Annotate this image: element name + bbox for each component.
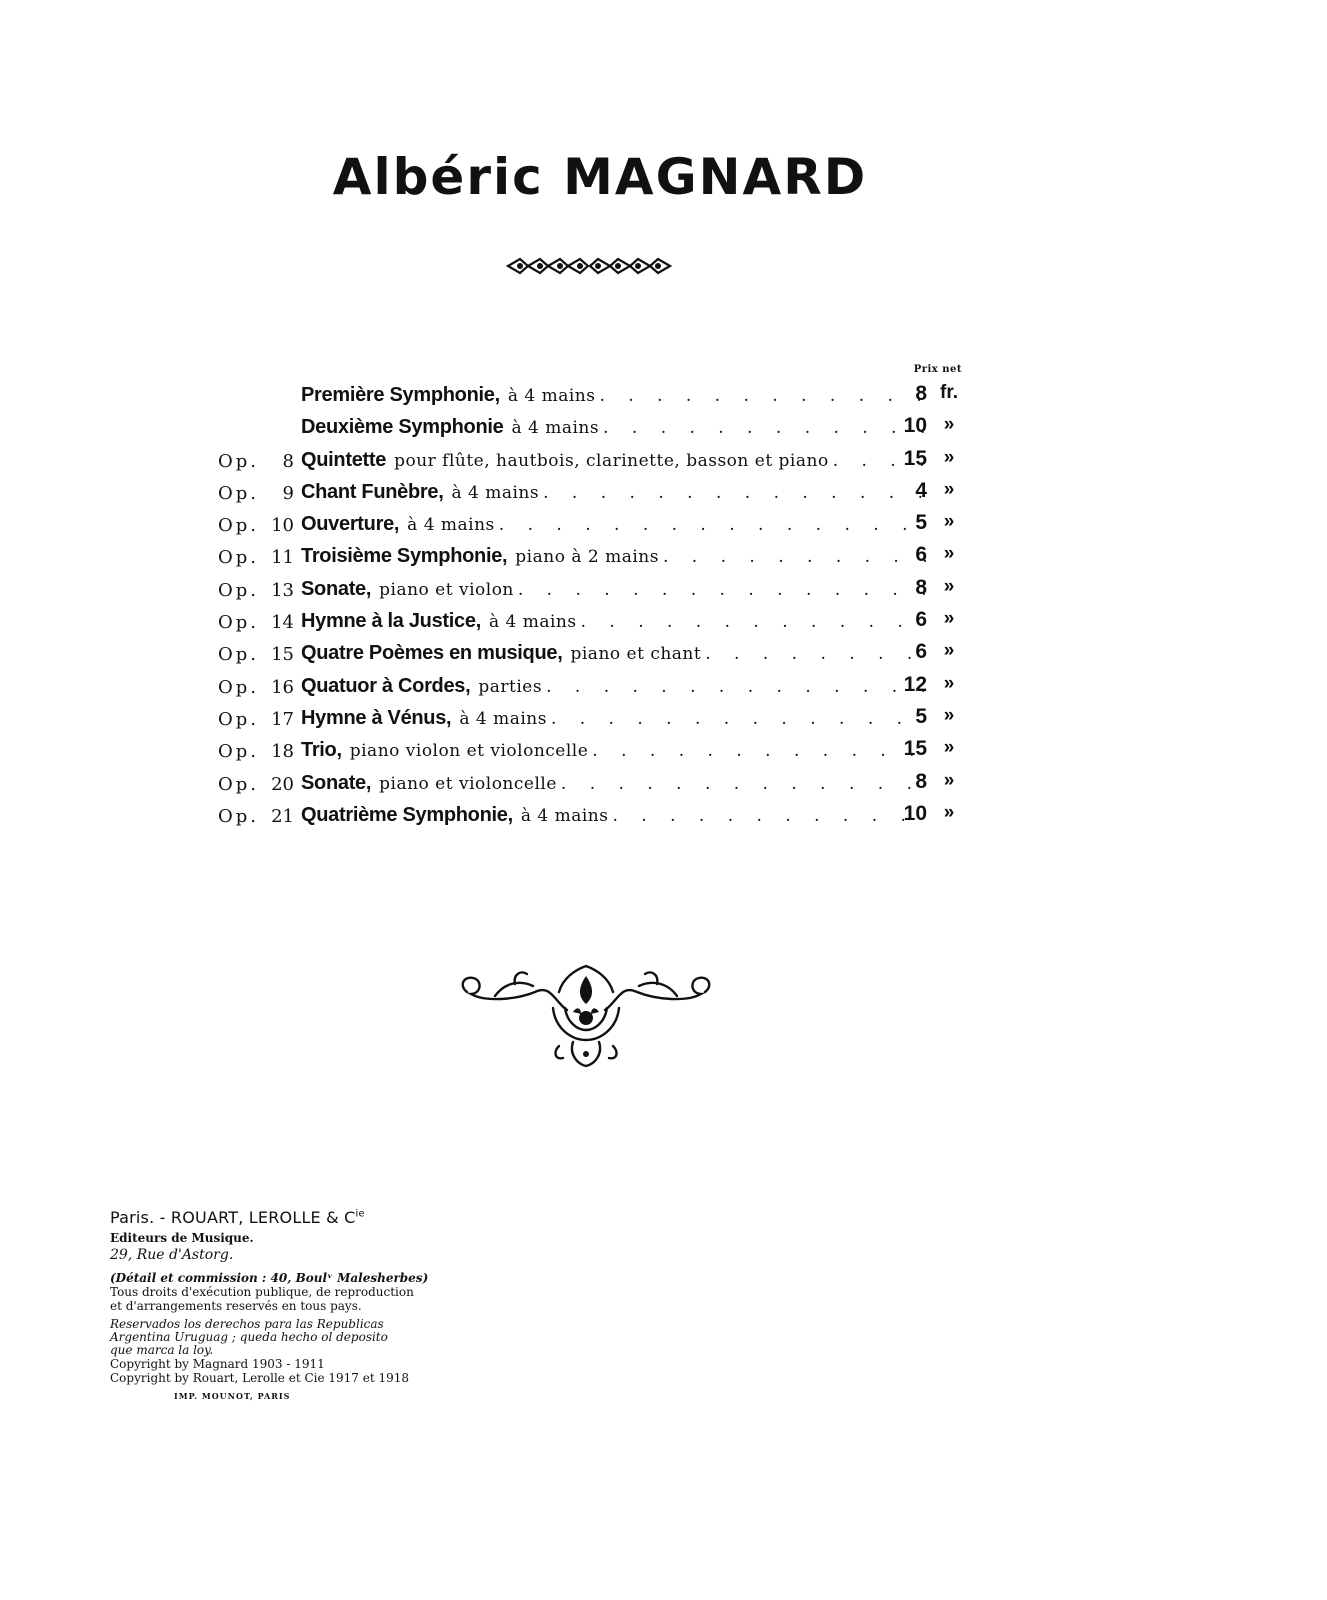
work-title: Deuxième Symphonie <box>301 416 504 439</box>
price-unit: » <box>943 478 955 500</box>
work-instrumentation: pour flûte, hautbois, clarinette, basson et piano <box>394 450 829 471</box>
opus-number <box>218 709 294 730</box>
dot-leader <box>599 418 926 438</box>
work-instrumentation: à 4 mains <box>520 805 609 826</box>
work-title: Ouverture, <box>301 513 400 536</box>
work-entry <box>301 575 927 601</box>
work-entry <box>301 769 927 795</box>
work-price: 5 <box>915 704 927 728</box>
price-unit: » <box>943 737 955 759</box>
price-unit: » <box>943 575 955 597</box>
work-title: Quatuor à Cordes, <box>301 674 471 697</box>
work-price: 10 <box>903 414 927 438</box>
work-price: 12 <box>903 672 927 696</box>
work-price: 4 <box>915 478 927 502</box>
dot-leader <box>495 515 926 535</box>
printer-credit: IMP. MOUNOT, PARIS <box>174 1391 291 1401</box>
dot-leader <box>557 774 926 794</box>
work-entry <box>301 545 926 568</box>
dot-leader <box>595 386 926 406</box>
work-instrumentation: à 4 mains <box>459 708 547 729</box>
price-unit: » <box>943 511 955 533</box>
work-entry <box>301 739 926 762</box>
opus-label: Op. <box>218 450 260 472</box>
work-price: 8 <box>915 575 927 599</box>
opus-number <box>218 644 294 665</box>
catalog-row <box>218 445 978 477</box>
opus-number <box>218 612 294 633</box>
reservados-line-3: que marca la loy. <box>110 1343 214 1357</box>
catalog-row <box>218 671 978 703</box>
catalog-row <box>218 735 978 767</box>
opus-value: 17 <box>271 708 294 730</box>
dot-leader <box>542 677 926 697</box>
opus-number <box>218 806 294 827</box>
opus-value: 18 <box>271 741 294 763</box>
work-title: Première Symphonie, <box>301 384 500 406</box>
opus-value: 14 <box>271 612 294 634</box>
catalog-row <box>218 768 978 800</box>
work-instrumentation: à 4 mains <box>511 418 600 439</box>
opus-number <box>218 774 294 795</box>
opus-number <box>218 547 294 568</box>
work-price: 6 <box>915 640 927 664</box>
work-price: 10 <box>903 801 927 825</box>
work-instrumentation: piano à 2 mains <box>515 547 659 568</box>
work-price: 8 <box>915 382 927 405</box>
opus-number <box>218 451 294 472</box>
opus-value: 9 <box>282 482 294 504</box>
opus-label: Op. <box>218 515 260 537</box>
work-entry <box>301 478 927 504</box>
work-price: 5 <box>915 511 927 535</box>
price-unit: » <box>943 543 955 565</box>
opus-value: 21 <box>271 805 294 827</box>
catalog-row <box>218 606 978 638</box>
dot-leader <box>577 612 926 632</box>
composer-title: Albéric MAGNARD <box>332 148 868 206</box>
work-price: 8 <box>915 769 927 793</box>
publisher-suffix: ie <box>355 1208 365 1220</box>
reservados-line-2: Argentina Uruguag ; queda hecho ol deposito <box>110 1330 388 1344</box>
opus-label: Op. <box>218 773 260 795</box>
opus-value: 20 <box>271 773 294 795</box>
work-title: Quatre Poèmes en musique, <box>301 642 563 665</box>
work-entry <box>301 513 926 536</box>
price-unit: » <box>943 608 955 630</box>
price-unit: fr. <box>940 382 958 403</box>
work-instrumentation: à 4 mains <box>488 612 577 633</box>
work-instrumentation: parties <box>478 676 543 697</box>
opus-value: 11 <box>271 547 294 569</box>
work-title: Quatrième Symphonie, <box>301 803 513 826</box>
opus-label: Op. <box>218 676 260 698</box>
catalog-row <box>218 541 978 573</box>
catalog-row <box>218 574 978 606</box>
publisher-imprint <box>110 1208 440 1404</box>
retail-address: (Détail et commission : 40, Boulᵛ Malesherbes) <box>110 1271 429 1285</box>
work-entry <box>301 384 926 407</box>
work-price: 15 <box>903 737 927 761</box>
opus-number <box>218 741 294 762</box>
rights-line-1: Tous droits d'exécution publique, de reproduction <box>110 1285 414 1299</box>
price-unit: » <box>943 414 955 436</box>
dot-leader <box>659 547 926 567</box>
opus-number <box>218 580 294 601</box>
catalog-row <box>218 412 978 444</box>
work-title: Hymne à Vénus, <box>301 706 452 729</box>
opus-label: Op. <box>218 708 260 730</box>
work-entry <box>301 642 926 665</box>
works-catalog <box>218 380 978 832</box>
dot-leader <box>539 483 926 503</box>
dot-leader <box>588 741 926 761</box>
opus-label: Op. <box>218 644 260 666</box>
work-title: Troisième Symphonie, <box>301 545 508 568</box>
opus-value: 16 <box>271 676 294 698</box>
opus-number <box>218 483 294 504</box>
opus-label: Op. <box>218 805 260 827</box>
rights-line-2: et d'arrangements reservés en tous pays. <box>110 1299 362 1313</box>
work-entry <box>301 610 926 633</box>
price-unit: » <box>943 672 955 694</box>
work-title: Hymne à la Justice, <box>301 610 481 633</box>
copyright-line-1: Copyright by Magnard 1903 - 1911 <box>110 1357 325 1371</box>
dot-leader <box>608 806 926 826</box>
work-price: 15 <box>903 446 927 470</box>
work-title: Chant Funèbre, <box>301 480 444 503</box>
opus-label: Op. <box>218 612 260 634</box>
catalog-row <box>218 800 978 832</box>
catalog-row <box>218 477 978 509</box>
opus-number <box>218 515 294 536</box>
work-instrumentation: à 4 mains <box>507 386 596 406</box>
work-price: 6 <box>915 543 927 567</box>
work-instrumentation: piano et violon <box>379 579 514 600</box>
work-instrumentation: à 4 mains <box>451 482 540 503</box>
dot-leader <box>547 709 926 729</box>
price-unit: » <box>943 704 955 726</box>
work-instrumentation: piano et violoncelle <box>379 773 557 794</box>
work-entry <box>301 672 927 698</box>
work-instrumentation: piano violon et violoncelle <box>349 741 589 762</box>
opus-value: 10 <box>271 515 294 537</box>
work-title: Quintette <box>301 448 387 471</box>
work-entry <box>301 446 927 472</box>
catalog-row <box>218 380 978 412</box>
work-instrumentation: à 4 mains <box>407 515 495 536</box>
publisher-address: 29, Rue d'Astorg. <box>110 1247 234 1263</box>
title-divider-ornament-icon <box>506 256 672 276</box>
dot-leader <box>514 580 926 600</box>
publisher-role: Editeurs de Musique. <box>110 1231 254 1245</box>
copyright-line-2: Copyright by Rouart, Lerolle et Cie 1917 et 1918 <box>110 1371 410 1385</box>
work-entry <box>301 416 926 439</box>
work-entry <box>301 704 927 730</box>
work-price: 6 <box>915 608 927 632</box>
price-unit: » <box>943 446 955 468</box>
price-unit: » <box>943 769 955 791</box>
catalog-row <box>218 703 978 735</box>
floral-scroll-ornament-icon <box>455 962 717 1070</box>
catalog-row <box>218 509 978 541</box>
publisher-name <box>110 1208 440 1227</box>
opus-value: 8 <box>282 450 294 472</box>
opus-value: 13 <box>271 579 294 601</box>
price-unit: » <box>943 801 955 823</box>
opus-label: Op. <box>218 547 260 569</box>
work-title: Trio, <box>301 739 342 762</box>
work-entry <box>301 801 927 827</box>
work-title: Sonate, <box>301 577 372 600</box>
opus-label: Op. <box>218 482 260 504</box>
opus-number <box>218 677 294 698</box>
work-instrumentation: piano et chant <box>570 644 702 665</box>
price-unit: » <box>943 640 955 662</box>
opus-label: Op. <box>218 579 260 601</box>
reservados-line-1: Reservados los derechos para las Republicas <box>110 1317 384 1331</box>
publisher-main: Paris. - ROUART, LEROLLE & C <box>110 1208 356 1227</box>
work-title: Sonate, <box>301 771 372 794</box>
price-column-header: Prix net <box>913 364 962 375</box>
catalog-row <box>218 638 978 670</box>
opus-value: 15 <box>271 644 294 666</box>
opus-label: Op. <box>218 741 260 763</box>
